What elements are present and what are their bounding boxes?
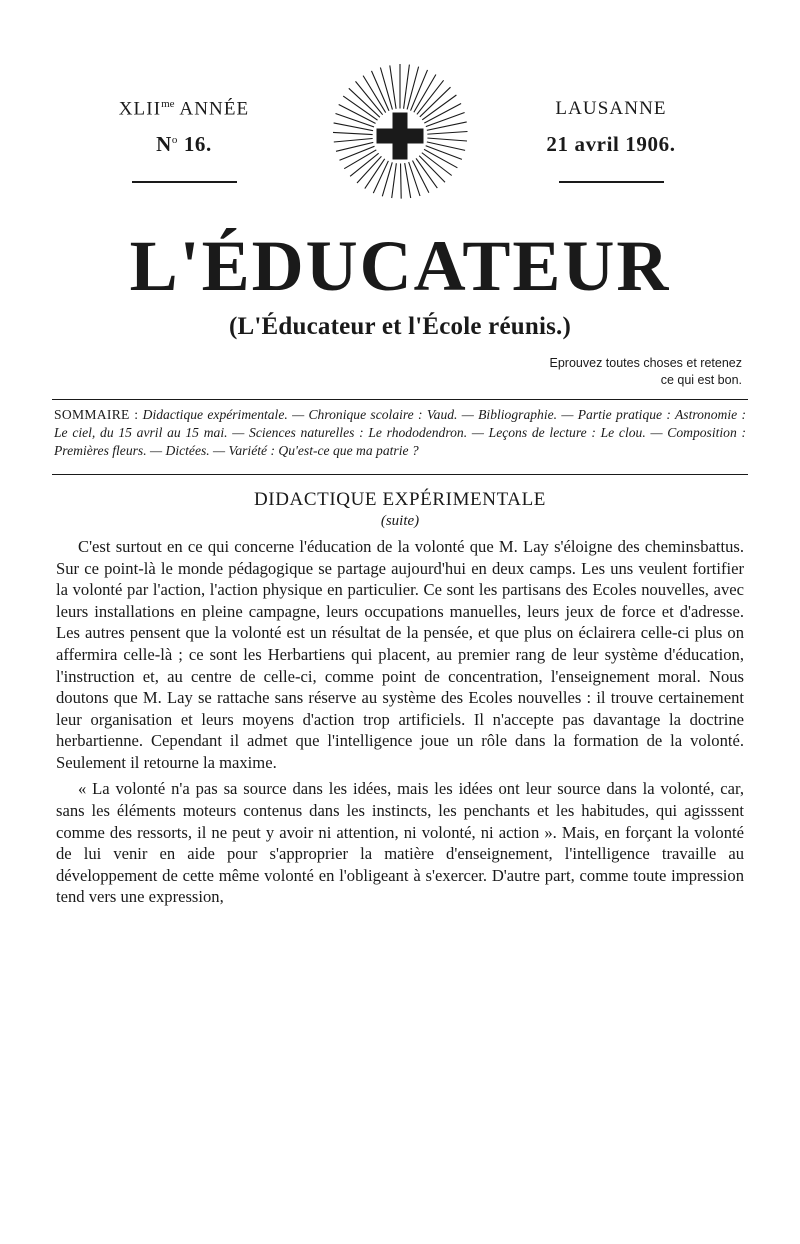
masthead <box>52 62 748 212</box>
issue-prefix: N <box>156 132 172 157</box>
masthead-right <box>496 98 726 183</box>
article-title: DIDACTIQUE EXPÉRIMENTALE <box>253 489 547 511</box>
summary-block <box>52 400 748 464</box>
masthead-left-rule <box>132 181 237 183</box>
article-paragraph: « La volonté n'a pas sa source dans les idées, mais les idées ont leur source dans la volonté, car, sans les éléments moteurs contenus dans les instincts, les penchants et les habitudes, qui agisssent comme des ressorts, il ne peut y avoir ni attention, ni volonté, ni action ». Mais, en forçant la volonté de lui venir en aide pour s'approprier la matière d'enseignement, l'intelligence travaille au développement de cette même volonté en l'obligeant à s'exercer. D'autre part, comme toute impression tend vers une expression, <box>56 779 744 907</box>
volume-year <box>74 98 294 120</box>
newspaper-page <box>0 62 800 1244</box>
summary-label: SOMMAIRE : <box>54 407 139 423</box>
article <box>52 475 748 908</box>
motto-line-1: Eprouvez toutes choses et retenez <box>549 356 742 371</box>
issue-number <box>74 132 294 157</box>
article-paragraph: C'est surtout en ce qui concerne l'éducation de la volonté que M. Lay s'éloigne des cheminsbattus. Sur ce point-là le monde pédagogique se partage aujourd'hui en deux camps. Les uns veulent fortifier la volonté par l'action, l'action physique en particulier. Ce sont les partisans des Ecoles nouvelles, avec leurs installations en pleine campagne, leurs occupations manuelles, leurs jeux de force et d'adresse. Les autres pensent que la volonté est un résultat de la pensée, et que plus on éclairera celle-ci plus on affermira celle-là ; ce sont les Herbartiens qui placent, au premier rang de leur système d'éducation, l'instruction et, au centre de celle-ci, comme point de concentration, l'enseignement moral. Nous doutons que M. Lay se rattache sans réserve au système des Ecoles nouvelles : il trouve certainement leur organisation et leurs moyens d'action trop artificiels. Il n'accepte pas davantage la doctrine herbartienne. Cependant il admet que l'intelligence joue un rôle dans la formation de la volonté. Seulement il retourne la maxime. <box>56 537 744 772</box>
masthead-left <box>74 98 294 183</box>
swiss-cross-sunburst-icon <box>326 62 474 210</box>
volume-year-word: ANNÉE <box>174 98 250 120</box>
volume-year-suffix: me <box>161 98 175 110</box>
article-subtitle: (suite) <box>380 513 420 530</box>
publication-date: 21 avril 1906. <box>546 132 676 156</box>
page-title: L'ÉDUCATEUR <box>129 226 671 306</box>
issue-prefix-suffix: o <box>171 134 178 147</box>
summary-text: Didactique expérimentale. — Chronique scolaire : Vaud. — Bibliographie. — Partie pratique : Astronomie : Le ciel, du 15 avril au 15 mai. — Sciences naturelles : Le rhododendron. — Leçons de lecture : Le clou. — Composition : Premières fleurs. — Dictées. — Variété : Qu'est-ce que ma patrie ? <box>54 407 746 458</box>
issue-value: 16. <box>177 132 212 157</box>
title-block <box>52 226 748 341</box>
place-of-publication: LAUSANNE <box>555 98 667 119</box>
article-body <box>52 536 748 908</box>
page-subtitle: (L'Éducateur et l'École réunis.) <box>228 313 572 341</box>
volume-year-number: XLII <box>118 98 162 120</box>
motto-line-2: ce qui est bon. <box>660 373 742 388</box>
motto <box>52 355 748 389</box>
masthead-right-rule <box>559 181 664 183</box>
